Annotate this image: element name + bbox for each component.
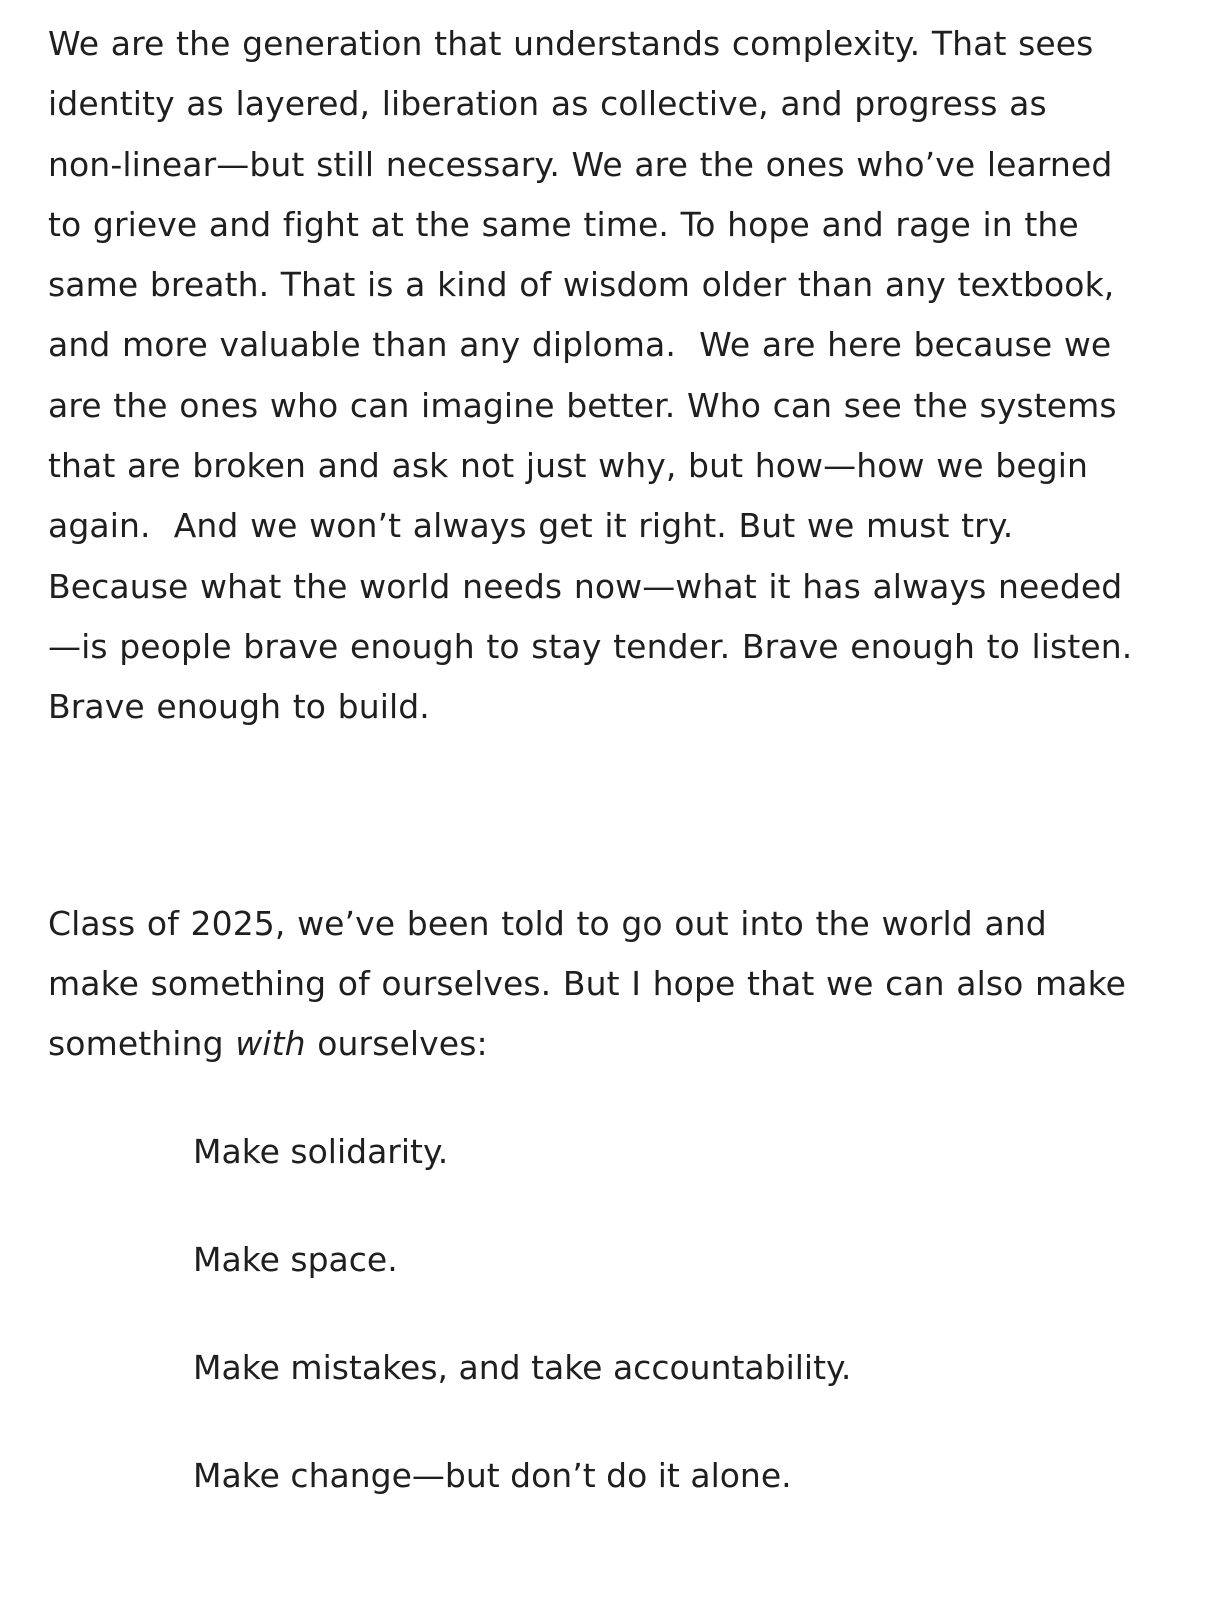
paragraph-line: that are broken and ask not just why, but how—how we begin (48, 446, 1089, 486)
paragraph-line: to grieve and fight at the same time. To hope and rage in the (48, 204, 1079, 244)
make-list (48, 1122, 1168, 1506)
list-item: Make mistakes, and take accountability. (193, 1348, 852, 1388)
paragraph-line: and more valuable than any diploma. We are here because we (48, 325, 1112, 365)
paragraph-line: Because what the world needs now—what it has always needed (48, 566, 1123, 606)
paragraph-line: make something of ourselves. But I hope that we can also make (48, 963, 1127, 1003)
paragraph-line-with-emphasis (48, 1014, 1168, 1074)
paragraph-line: identity as layered, liberation as collective, and progress as (48, 84, 1047, 124)
document-body (48, 14, 1168, 1554)
paragraph-line: non-linear—but still necessary. We are the ones who’ve learned (48, 144, 1113, 184)
paragraph-line: again. And we won’t always get it right. But we must try. (48, 506, 1014, 546)
list-item: Make solidarity. (193, 1132, 449, 1172)
emphasis-with: with (235, 1024, 306, 1064)
paragraph-line: —is people brave enough to stay tender. Brave enough to listen. (48, 626, 1133, 666)
paragraph-generation (48, 14, 1168, 738)
paragraph-class-of-2025 (48, 894, 1168, 1075)
text-segment: ourselves: (305, 1024, 488, 1064)
list-item: Make space. (193, 1240, 398, 1280)
paragraph-line: are the ones who can imagine better. Who can see the systems (48, 385, 1117, 425)
paragraph-line: same breath. That is a kind of wisdom older than any textbook, (48, 265, 1115, 305)
paragraph-line: We are the generation that understands complexity. That sees (48, 24, 1094, 63)
paragraph-line: Brave enough to build. (48, 687, 430, 727)
list-item: Make change—but don’t do it alone. (193, 1456, 792, 1496)
text-segment: something (48, 1024, 236, 1064)
paragraph-line: Class of 2025, we’ve been told to go out into the world and (48, 903, 1047, 943)
